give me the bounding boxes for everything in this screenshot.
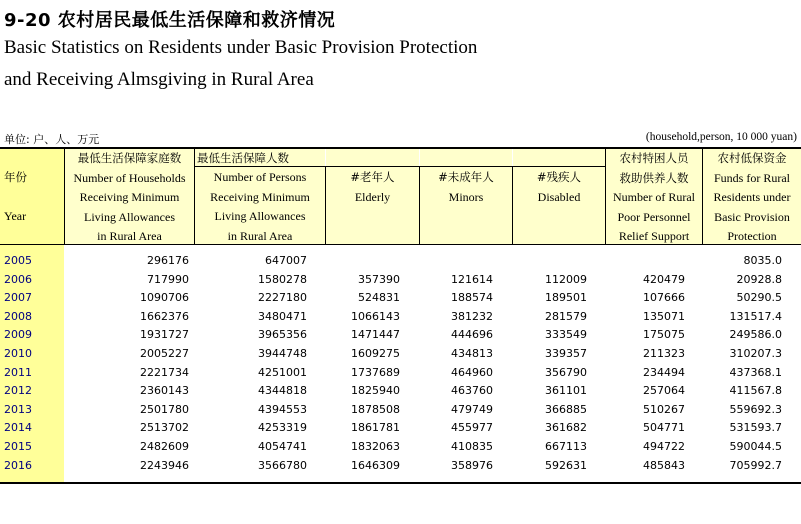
persons-cell: 4253319 (258, 421, 307, 435)
disabled-cell: 339357 (545, 347, 587, 360)
header-persons-cn: 最低生活保障人数 (197, 151, 289, 165)
page-title-english-line1: Basic Statistics on Residents under Basic Provision Protection (4, 37, 478, 58)
funds-cell: 590044.5 (729, 440, 782, 453)
header-disabled: #残疾人 Disabled (536, 170, 582, 204)
table-row (0, 401, 801, 420)
elderly-cell: 1646309 (351, 458, 400, 472)
page-title-english-line2: and Receiving Almsgiving in Rural Area (4, 69, 314, 90)
disabled-cell: 112009 (545, 272, 587, 286)
minors-cell: 479749 (451, 402, 493, 416)
poor-cell: 175075 (643, 328, 685, 342)
funds-cell: 310207.3 (729, 347, 782, 360)
minors-cell: 381232 (451, 309, 493, 323)
year-cell: 2010 (4, 347, 32, 360)
year-cell: 2005 (4, 254, 32, 267)
elderly-cell: 524831 (358, 291, 400, 305)
elderly-cell: 1471447 (351, 328, 400, 342)
year-cell: 2007 (4, 291, 32, 305)
households-cell: 2243946 (140, 458, 189, 472)
header-minors: #未成年人 Minors (438, 170, 494, 204)
disabled-cell: 189501 (545, 291, 587, 305)
table-row (0, 419, 801, 438)
header-funds: 农村低保资金 Funds for Rural Residents under Basic Provision Protection (713, 151, 791, 243)
funds-cell: 131517.4 (729, 309, 782, 323)
header-year-en: Year (4, 209, 27, 223)
households-cell: 2360143 (140, 384, 189, 398)
households-cell: 296176 (147, 254, 189, 267)
year-cell: 2013 (4, 402, 32, 416)
persons-cell: 647007 (265, 254, 307, 267)
elderly-cell: 357390 (358, 272, 400, 286)
disabled-cell: 333549 (545, 328, 587, 342)
poor-cell: 420479 (643, 272, 685, 286)
minors-cell: 444696 (451, 328, 493, 342)
page-title-chinese: 9-20 农村居民最低生活保障和救济情况 (4, 10, 336, 31)
funds-cell: 531593.7 (729, 421, 782, 435)
elderly-cell: 1878508 (351, 402, 400, 416)
elderly-cell: 1609275 (351, 347, 400, 360)
households-cell: 2513702 (140, 421, 189, 435)
minors-cell: 188574 (451, 291, 493, 305)
households-cell: 2221734 (140, 365, 189, 379)
table-row (0, 326, 801, 345)
header-households: 最低生活保障家庭数 Number of Households Receiving Minimum Living Allowances in Rural Area (73, 151, 186, 243)
disabled-cell: 361101 (545, 384, 587, 398)
table-row (0, 457, 801, 476)
poor-cell: 107666 (643, 291, 685, 305)
funds-cell: 249586.0 (729, 328, 782, 342)
persons-cell: 2227180 (258, 291, 307, 305)
disabled-cell: 366885 (545, 402, 587, 416)
funds-cell: 705992.7 (729, 458, 782, 472)
elderly-cell: 1832063 (351, 440, 400, 453)
table-row (0, 271, 801, 290)
table-row (0, 438, 801, 457)
poor-cell: 485843 (643, 458, 685, 472)
elderly-cell: 1737689 (351, 365, 400, 379)
funds-cell: 8035.0 (743, 254, 782, 267)
unit-label-english: (household,person, 10 000 yuan) (645, 131, 797, 143)
header-year-cn: 年份 (4, 170, 27, 184)
year-cell: 2008 (4, 309, 32, 323)
poor-cell: 211323 (643, 347, 685, 360)
unit-label-chinese: 单位: 户、人、万元 (4, 133, 100, 146)
persons-cell: 4344818 (258, 384, 307, 398)
table-row (0, 382, 801, 401)
persons-cell: 1580278 (258, 272, 307, 286)
poor-cell: 234494 (643, 365, 685, 379)
funds-cell: 437368.1 (729, 365, 782, 379)
minors-cell: 464960 (451, 365, 493, 379)
table-bottom-rule (0, 482, 801, 484)
households-cell: 2501780 (140, 402, 189, 416)
disabled-cell: 361682 (545, 421, 587, 435)
year-cell: 2014 (4, 421, 32, 435)
disabled-cell: 667113 (545, 440, 587, 453)
households-cell: 1662376 (140, 309, 189, 323)
year-cell: 2011 (4, 365, 32, 379)
minors-cell: 434813 (451, 347, 493, 360)
households-cell: 2482609 (140, 440, 189, 453)
year-cell: 2015 (4, 440, 32, 453)
minors-cell: 463760 (451, 384, 493, 398)
poor-cell: 504771 (643, 421, 685, 435)
persons-cell: 3965356 (258, 328, 307, 342)
header-poor-relief: 农村特困人员 救助供养人数 Number of Rural Poor Personnel Relief Support (613, 151, 695, 243)
poor-cell: 494722 (643, 440, 685, 453)
persons-cell: 4054741 (258, 440, 307, 453)
year-cell: 2012 (4, 384, 32, 398)
year-cell: 2009 (4, 328, 32, 342)
households-cell: 717990 (147, 272, 189, 286)
persons-cell: 4251001 (258, 365, 307, 379)
disabled-cell: 356790 (545, 365, 587, 379)
disabled-cell: 281579 (545, 309, 587, 323)
poor-cell: 510267 (643, 402, 685, 416)
elderly-cell: 1861781 (351, 421, 400, 435)
elderly-cell: 1825940 (351, 384, 400, 398)
persons-cell: 3944748 (258, 347, 307, 360)
header-persons-en: Number of Persons Receiving Minimum Living Allowances in Rural Area (210, 170, 310, 243)
households-cell: 2005227 (140, 347, 189, 360)
funds-cell: 411567.8 (729, 384, 782, 398)
table-row (0, 252, 801, 271)
funds-cell: 50290.5 (736, 291, 782, 305)
table-row (0, 345, 801, 364)
year-cell: 2006 (4, 272, 32, 286)
year-cell: 2016 (4, 458, 32, 472)
minors-cell: 455977 (451, 421, 493, 435)
table-row (0, 308, 801, 327)
table-row (0, 289, 801, 308)
funds-cell: 559692.3 (729, 402, 782, 416)
funds-cell: 20928.8 (736, 272, 782, 286)
persons-cell: 4394553 (258, 402, 307, 416)
table-row (0, 364, 801, 383)
poor-cell: 135071 (643, 309, 685, 323)
minors-cell: 121614 (451, 272, 493, 286)
disabled-cell: 592631 (545, 458, 587, 472)
households-cell: 1090706 (140, 291, 189, 305)
header-elderly: #老年人 Elderly (350, 170, 395, 204)
minors-cell: 410835 (451, 440, 493, 453)
elderly-cell: 1066143 (351, 309, 400, 323)
minors-cell: 358976 (451, 458, 493, 472)
households-cell: 1931727 (140, 328, 189, 342)
persons-cell: 3566780 (258, 458, 307, 472)
persons-cell: 3480471 (258, 309, 307, 323)
poor-cell: 257064 (643, 384, 685, 398)
